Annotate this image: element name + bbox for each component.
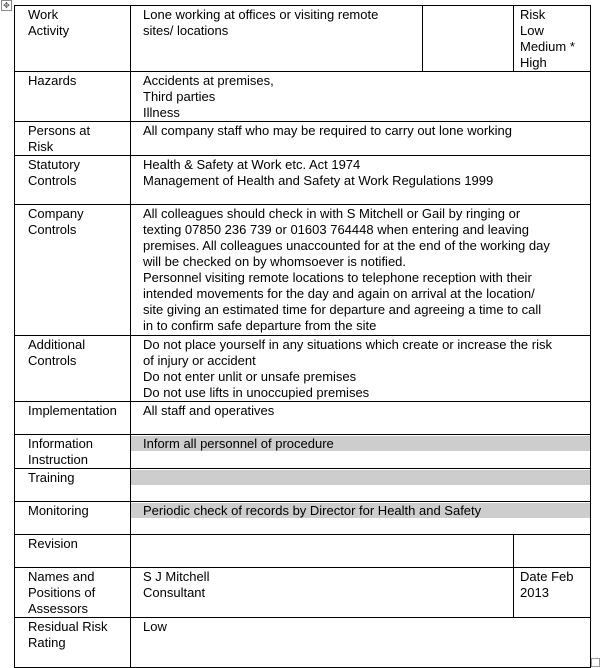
value-text: Lone working at offices or visiting remote <box>143 7 379 22</box>
label-cell-work-activity <box>15 6 131 72</box>
row-hazards <box>15 72 591 122</box>
row-work-activity <box>15 6 591 72</box>
value-text: in to confirm safe departure from the site <box>143 318 377 333</box>
label-text: Controls <box>28 353 77 368</box>
label-cell-revision <box>15 535 131 568</box>
row-revision <box>15 535 591 568</box>
value-text: sites/ locations <box>143 23 229 38</box>
label-text: Controls <box>28 222 77 237</box>
label-text: Training <box>28 470 75 485</box>
value-cell-training <box>131 469 591 502</box>
label-text: Implementation <box>28 403 117 418</box>
value-text: texting 07850 236 739 or 01603 764448 when entering and leaving <box>143 222 529 237</box>
label-cell-company-controls <box>15 205 131 336</box>
value-text: Management of Health and Safety at Work Regulations 1999 <box>143 173 494 188</box>
label-text: Positions of <box>28 585 96 600</box>
value-cell-hazards <box>131 72 591 122</box>
label-cell-assessors <box>15 568 131 618</box>
value-cell-additional-controls <box>131 336 591 402</box>
row-residual-risk <box>15 618 591 668</box>
value-cell-assessors <box>131 568 514 618</box>
label-text: Assessors <box>28 601 88 616</box>
risk-assessment-table <box>14 5 591 668</box>
row-statutory-controls <box>15 156 591 205</box>
risk-option-medium: Medium * <box>520 39 575 54</box>
label-text: Persons at <box>28 123 91 138</box>
table-resize-handle[interactable] <box>591 658 600 667</box>
label-text: Activity <box>28 23 70 38</box>
risk-heading: Risk <box>520 7 546 22</box>
value-cell-company-controls <box>131 205 591 336</box>
value-cell-revision <box>131 535 514 568</box>
value-text: Consultant <box>143 585 206 600</box>
row-implementation <box>15 402 591 435</box>
value-text: All colleagues should check in with S Mitchell or Gail by ringing or <box>143 206 521 221</box>
row-additional-controls <box>15 336 591 402</box>
label-cell-residual-risk <box>15 618 131 668</box>
table-move-handle-icon[interactable]: ✥ <box>1 0 12 11</box>
shaded-value: Inform all personnel of procedure <box>131 436 590 451</box>
label-text: Residual Risk <box>28 619 108 634</box>
value-text: All company staff who may be required to carry out lone working <box>143 123 512 138</box>
label-cell-information-instruction <box>15 435 131 469</box>
label-cell-training <box>15 469 131 502</box>
value-text: Low <box>143 619 167 634</box>
value-text: Do not use lifts in unoccupied premises <box>143 385 370 400</box>
date-text: Date Feb <box>520 569 574 584</box>
value-cell-work-activity <box>131 6 423 72</box>
label-cell-statutory-controls <box>15 156 131 205</box>
label-text: Information <box>28 436 94 451</box>
value-text: site giving an estimated time for departure and agreeing a time to call <box>143 302 542 317</box>
shaded-value <box>131 470 590 485</box>
value-text <box>143 536 509 552</box>
risk-option-high: High <box>520 55 547 70</box>
label-cell-persons-at-risk <box>15 122 131 156</box>
label-text: Company <box>28 206 84 221</box>
value-text: intended movements for the day and again on arrival at the location/ <box>143 286 535 301</box>
row-training <box>15 469 591 502</box>
row-assessors <box>15 568 591 618</box>
label-text: Instruction <box>28 452 88 467</box>
row-persons-at-risk <box>15 122 591 156</box>
date-cell <box>514 568 591 618</box>
label-cell-monitoring <box>15 502 131 535</box>
value-text: will be checked on by whomsoever is notified. <box>143 254 407 269</box>
label-text: Names and <box>28 569 95 584</box>
revision-right-cell <box>514 535 591 568</box>
label-text: Statutory <box>28 157 81 172</box>
risk-option-low: Low <box>520 23 544 38</box>
risk-level-cell <box>514 6 591 72</box>
value-text: Personnel visiting remote locations to telephone reception with their <box>143 270 532 285</box>
value-text: Health & Safety at Work etc. Act 1974 <box>143 157 361 172</box>
date-text: 2013 <box>520 585 549 600</box>
value-text: Do not place yourself in any situations which create or increase the risk <box>143 337 552 352</box>
value-text: All staff and operatives <box>143 403 275 418</box>
label-text: Revision <box>28 536 78 551</box>
label-text: Controls <box>28 173 77 188</box>
label-cell-additional-controls <box>15 336 131 402</box>
empty-cell <box>423 6 514 72</box>
row-monitoring <box>15 502 591 535</box>
row-information-instruction <box>15 435 591 469</box>
value-text: Accidents at premises, <box>143 73 274 88</box>
label-text: Additional <box>28 337 86 352</box>
value-cell-statutory-controls <box>131 156 591 205</box>
value-text: Do not enter unlit or unsafe premises <box>143 369 357 384</box>
value-cell-persons-at-risk <box>131 122 591 156</box>
value-text: Illness <box>143 105 180 120</box>
label-text: Rating <box>28 635 66 650</box>
shaded-value: Periodic check of records by Director for Health and Safety <box>131 503 590 518</box>
label-text: Hazards <box>28 73 77 88</box>
value-text: of injury or accident <box>143 353 256 368</box>
label-text: Risk <box>28 139 54 154</box>
row-company-controls <box>15 205 591 336</box>
value-cell-monitoring <box>131 502 591 535</box>
label-text: Work <box>28 7 59 22</box>
label-text: Monitoring <box>28 503 89 518</box>
label-cell-implementation <box>15 402 131 435</box>
value-cell-residual-risk <box>131 618 591 668</box>
value-cell-implementation <box>131 402 591 435</box>
label-cell-hazards <box>15 72 131 122</box>
value-text: premises. All colleagues unaccounted for at the end of the working day <box>143 238 550 253</box>
value-text: S J Mitchell <box>143 569 210 584</box>
value-text: Third parties <box>143 89 216 104</box>
value-cell-information-instruction <box>131 435 591 469</box>
